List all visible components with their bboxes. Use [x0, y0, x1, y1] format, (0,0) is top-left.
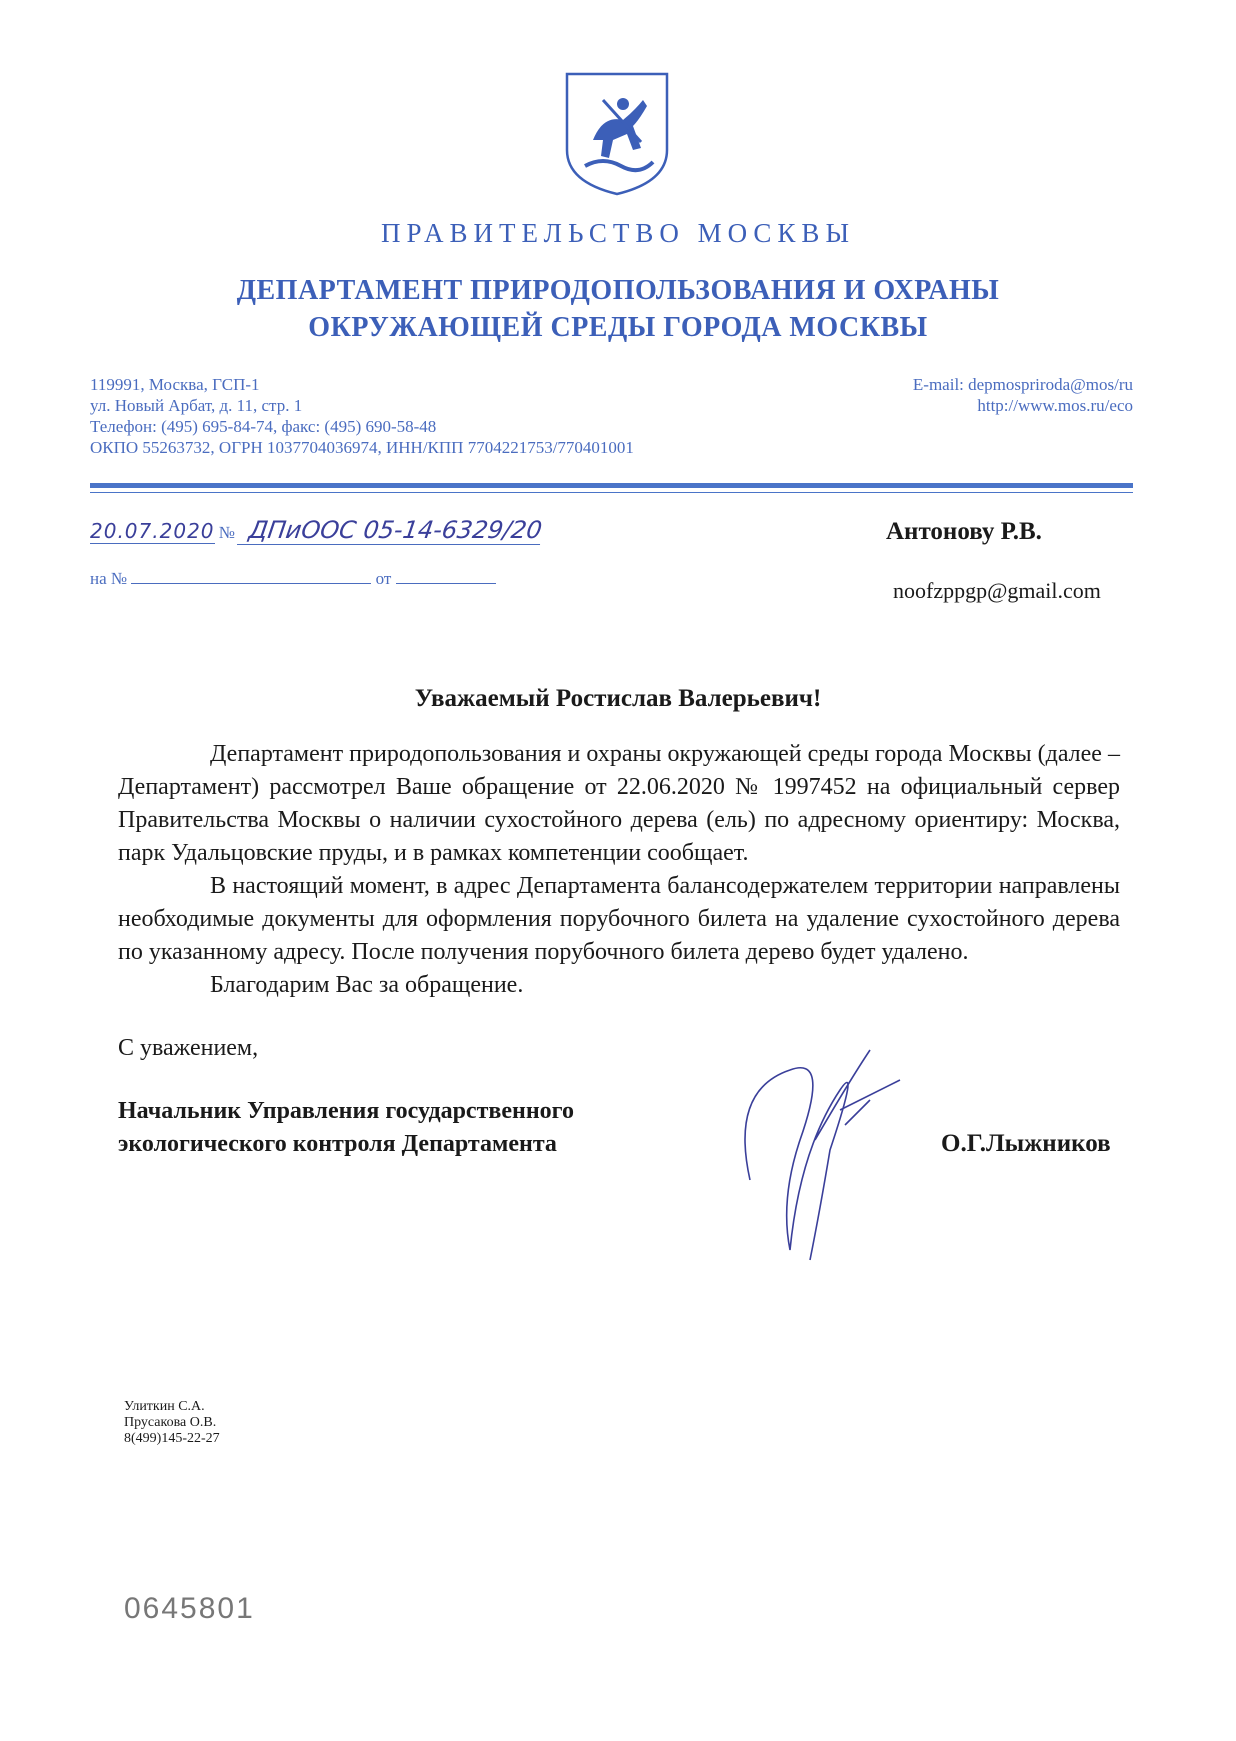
department-title [0, 272, 1236, 346]
government-title: ПРАВИТЕЛЬСТВО МОСКВЫ [380, 218, 855, 248]
signatory-name: О.Г.Лыжников [941, 1130, 1111, 1157]
form-serial-number: 0645801 [124, 1592, 255, 1625]
addressee-email: noofzppgp@gmail.com [893, 578, 1101, 603]
executor-name: Улиткин С.А. [124, 1399, 205, 1414]
handwritten-signature [720, 1030, 920, 1270]
registration-number: ДПиООС 05-14-6329/20 [237, 516, 544, 545]
addressee-name: Антонову Р.В. [886, 518, 1042, 545]
body-paragraph: Благодарим Вас за обращение. [210, 972, 524, 998]
header-divider-thick [90, 483, 1133, 488]
department-title-line1: ДЕПАРТАМЕНТ ПРИРОДОПОЛЬЗОВАНИЯ И ОХРАНЫ [236, 275, 1000, 306]
department-website: http://www.mos.ru/eco [977, 396, 1133, 415]
address-line: ОКПО 55263732, ОГРН 1037704036974, ИНН/КПП 7704221753/770401001 [90, 438, 634, 457]
executor-name: Прусакова О.В. [124, 1415, 217, 1430]
reply-to-line [90, 569, 496, 589]
address-line: 119991, Москва, ГСП-1 [90, 375, 260, 394]
registration-date: 20.07.2020 [90, 519, 215, 543]
reply-to-number-blank [131, 583, 371, 584]
contacts-block [913, 374, 1133, 416]
letter-body [118, 738, 1120, 1002]
department-title-line2: ОКРУЖАЮЩЕЙ СРЕДЫ ГОРОДА МОСКВЫ [308, 312, 928, 343]
position-line1: Начальник Управления государственного [118, 1098, 574, 1124]
reply-to-label: на № [90, 569, 128, 588]
body-paragraph: В настоящий момент, в адрес Департамента балансодержателем территории направлены необходимые документы для оформления порубочного билета на удаление сухостойного дерева по указанному адресу. После получения порубочного билета дерево будет удалено. [118, 873, 1120, 965]
number-label: № [218, 523, 235, 542]
registration-line [90, 516, 542, 545]
address-line: Телефон: (495) 695-84-74, факс: (495) 690-58-48 [90, 417, 437, 436]
signatory-position [118, 1095, 574, 1161]
signature-block [118, 1095, 1120, 1295]
executors-block [124, 1399, 220, 1447]
closing: С уважением, [118, 1035, 259, 1061]
address-block [90, 374, 634, 458]
greeting: Уважаемый Ростислав Валерьевич! [414, 685, 822, 712]
address-line: ул. Новый Арбат, д. 11, стр. 1 [90, 396, 303, 415]
from-label: от [375, 569, 392, 588]
position-line2: экологического контроля Департамента [118, 1131, 557, 1157]
header-divider-thin [90, 492, 1133, 493]
executor-phone: 8(499)145-22-27 [124, 1431, 220, 1446]
department-email: E-mail: depmospriroda@mos/ru [912, 375, 1133, 394]
body-paragraph: Департамент природопользования и охраны окружающей среды города Москвы (далее – Департамент) рассмотрел Ваше обращение от 22.06.2020 № 1997452 на официальный сервер Правительства Москвы о наличии сухостойного дерева (ель) по адресному ориентиру: Москва, парк Удальцовские пруды, и в рамках компетенции сообщает. [118, 741, 1120, 866]
reply-to-date-blank [396, 583, 496, 584]
letter-content [118, 738, 1120, 1295]
moscow-coat-of-arms-emblem [563, 70, 671, 198]
